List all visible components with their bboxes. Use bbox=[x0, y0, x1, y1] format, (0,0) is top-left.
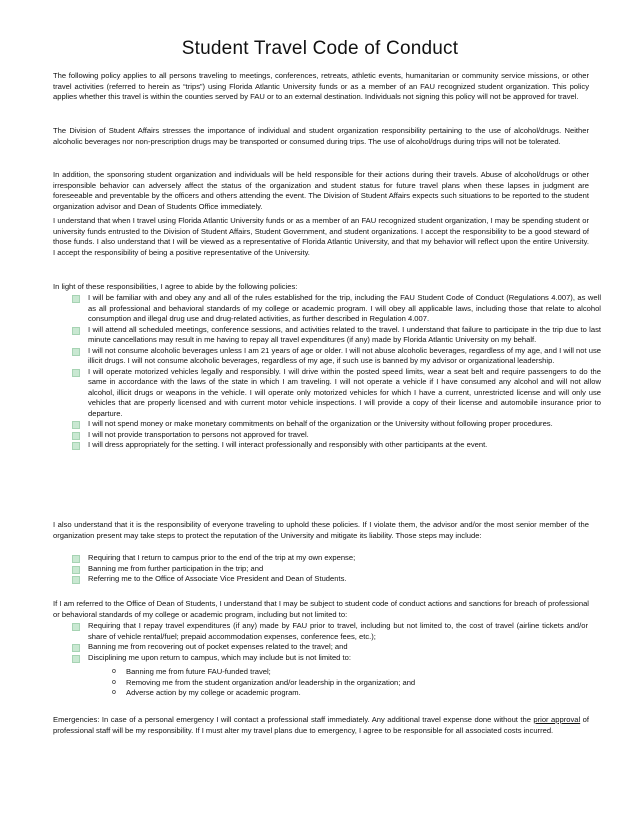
prior-approval-text: prior approval bbox=[533, 715, 581, 724]
list-item bbox=[112, 667, 415, 678]
list-item bbox=[88, 293, 601, 325]
bullet-icon bbox=[72, 576, 80, 584]
page-title: Student Travel Code of Conduct bbox=[181, 38, 459, 59]
list-item bbox=[88, 325, 601, 346]
discipline-text: Removing me from the student organization and/or leadership in the organization; and bbox=[126, 677, 416, 687]
list-item bbox=[88, 440, 601, 451]
bullet-icon bbox=[72, 295, 80, 303]
violation-paragraph: I also understand that it is the responsibility of everyone traveling to uphold these policies. If I violate them, the advisor and/or the most senior member of the organization present may take steps to protect the reputation of the University and mitigate its liability. Those steps may include: bbox=[53, 520, 589, 540]
list-item bbox=[88, 564, 588, 575]
bullet-icon bbox=[72, 644, 80, 652]
policy-text: I will not spend money or make monetary commitments on behalf of the organization or the University without following proper procedures. bbox=[88, 419, 553, 428]
sanction-text: Banning me from recovering out of pocket expenses related to the travel; and bbox=[88, 642, 348, 651]
bullet-icon bbox=[72, 566, 80, 574]
discipline-text: Banning me from future FAU-funded travel; bbox=[126, 667, 271, 676]
bullet-icon bbox=[72, 432, 80, 440]
list-item bbox=[88, 653, 588, 664]
list-item bbox=[88, 642, 588, 653]
emergencies-paragraph bbox=[53, 715, 589, 736]
policy-text: I will attend all scheduled meetings, conference sessions, and activities related to the travel. I understand that failure to participate in the trip due to last minute cancellations may result in me having to repay all travel expenditures (if any) made by Florida Atlantic University on my behalf. bbox=[88, 324, 601, 344]
alcohol-drugs-paragraph: The Division of Student Affairs stresses the importance of individual and student organization responsibility pertaining to the use of alcohol/drugs. Neither alcoholic beverages nor non-prescription drugs may be transported or consumed during trips. The use of alcohol/drugs during trips will not be tolerated. bbox=[53, 126, 589, 146]
emergencies-text-end: of professional staff will be my responsibility. If I must alter my travel plans due to emergency, I agree to be responsible for all associated costs incurred. bbox=[53, 715, 589, 735]
list-item bbox=[112, 677, 416, 689]
violation-steps-list bbox=[88, 553, 588, 585]
discipline-text: Adverse action by my college or academic program. bbox=[126, 688, 301, 697]
policies-intro: In light of these responsibilities, I agree to abide by the following policies: bbox=[53, 282, 298, 291]
list-item bbox=[88, 430, 601, 441]
list-item bbox=[88, 367, 601, 420]
step-text: Requiring that I return to campus prior to the end of the trip at my own expense; bbox=[88, 553, 356, 562]
bullet-icon bbox=[72, 655, 80, 663]
list-item bbox=[88, 419, 601, 430]
policy-text: I will not consume alcoholic beverages unless I am 21 years of age or older. I will not abuse alcoholic beverages, regardless of my age, and I will not use illicit drugs. I will not consume alcoholic beverages, regardless of my age, if such use is banned by my advisor or organizational leadership. bbox=[88, 345, 601, 365]
list-item bbox=[88, 346, 601, 367]
bullet-icon bbox=[72, 442, 80, 450]
circle-bullet-icon: o bbox=[112, 668, 116, 675]
list-item bbox=[88, 574, 588, 585]
policy-text: I will be familiar with and obey any and all of the rules established for the trip, including the FAU Student Code of Conduct (Regulations 4.007), as well as all professional and behavioral standards of my college or academic program. I will obey all applicable laws, including those that relate to alcohol consumption and illegal drug use and drug-related activities, as further described in Regulation 4.007. bbox=[88, 293, 601, 323]
stewardship-paragraph: I understand that when I travel using Florida Atlantic University funds or as a member of an FAU recognized student organization, I may be spending student or university funds entrusted to the Division of Student Affairs, Student Government, and student organizations. I accept the responsibility to be a good steward of those funds. I also understand that I will be viewed as a representative of Florida Atlantic University, and that my behavior will reflect upon the entire University. I accept the responsibility of being a positive representative of the University. bbox=[53, 216, 589, 257]
list-item bbox=[112, 688, 415, 699]
bullet-icon bbox=[72, 327, 80, 335]
responsibility-paragraph: In addition, the sponsoring student organization and individuals will be held responsible for their actions during their travels. Abuse of alcohol/drugs or other irresponsible behavior can adversely affect the status of the organization and student status for future travel plans when these lapses in judgment are foreseeable and preventable by the officers and others attending the event. The Division of Student Affairs expects such situations to be reported to the student organization advisor and Dean of Students Office immediately. bbox=[53, 170, 589, 211]
bullet-icon bbox=[72, 421, 80, 429]
sanctions-paragraph: If I am referred to the Office of Dean of Students, I understand that I may be subject to student code of conduct actions and sanctions for breach of professional or behavioral standards of my college or academic program, including but not limited to: bbox=[53, 599, 589, 619]
policies-list bbox=[88, 293, 601, 451]
emergencies-text-start: Emergencies: In case of a personal emergency I will contact a professional staff immediately. Any additional travel expense done without the bbox=[53, 715, 534, 724]
sanctions-list bbox=[88, 621, 588, 663]
sanction-text: Requiring that I repay travel expenditures (if any) made by FAU prior to travel, including but not limited to, the cost of travel (airline tickets and/or share of vehicle rental/fuel; prepaid accommodation expenses, conference fees, etc.); bbox=[88, 621, 588, 641]
bullet-icon bbox=[72, 348, 80, 356]
discipline-list bbox=[112, 667, 416, 699]
circle-bullet-icon: o bbox=[112, 689, 116, 696]
step-text: Banning me from further participation in the trip; and bbox=[88, 563, 264, 573]
policy-text: I will not provide transportation to persons not approved for travel. bbox=[88, 429, 309, 439]
list-item bbox=[88, 553, 588, 564]
bullet-icon bbox=[72, 369, 80, 377]
list-item bbox=[88, 621, 588, 642]
bullet-icon bbox=[72, 623, 80, 631]
intro-paragraph: The following policy applies to all persons traveling to meetings, conferences, retreats, athletic events, humanitarian or community service missions, or other travel activities (referred to herein as “trips”) using Florida Atlantic University funds or as a member of an FAU recognized student organization. This policy applies whether this travel is within the counties served by FAU or to an external destination. Individuals not signing this policy will not be approved for travel. bbox=[53, 71, 589, 101]
step-text: Referring me to the Office of Associate Vice President and Dean of Students. bbox=[88, 574, 347, 583]
policy-text: I will dress appropriately for the setting. I will interact professionally and responsibly with other participants at the event. bbox=[88, 440, 488, 449]
bullet-icon bbox=[72, 555, 80, 563]
policy-text: I will operate motorized vehicles legally and responsibly. I will drive within the posted speed limits, wear a seat belt and require passengers to do the same in accordance with the laws of the state in which I am traveling. I will not operate a vehicle if I have consumed any alcohol and will not allow alcohol, illicit drugs or weapons in the vehicle. I will operate only motorized vehicles for which I have a current, unrestricted license and will only use vehicles that are properly licensed and with current motor vehicle inspections. I will provide a copy of their license and automobile insurance prior to departure. bbox=[88, 366, 601, 418]
circle-bullet-icon: o bbox=[112, 678, 116, 686]
sanction-text: Disciplining me upon return to campus, which may include but is not limited to: bbox=[88, 652, 351, 662]
